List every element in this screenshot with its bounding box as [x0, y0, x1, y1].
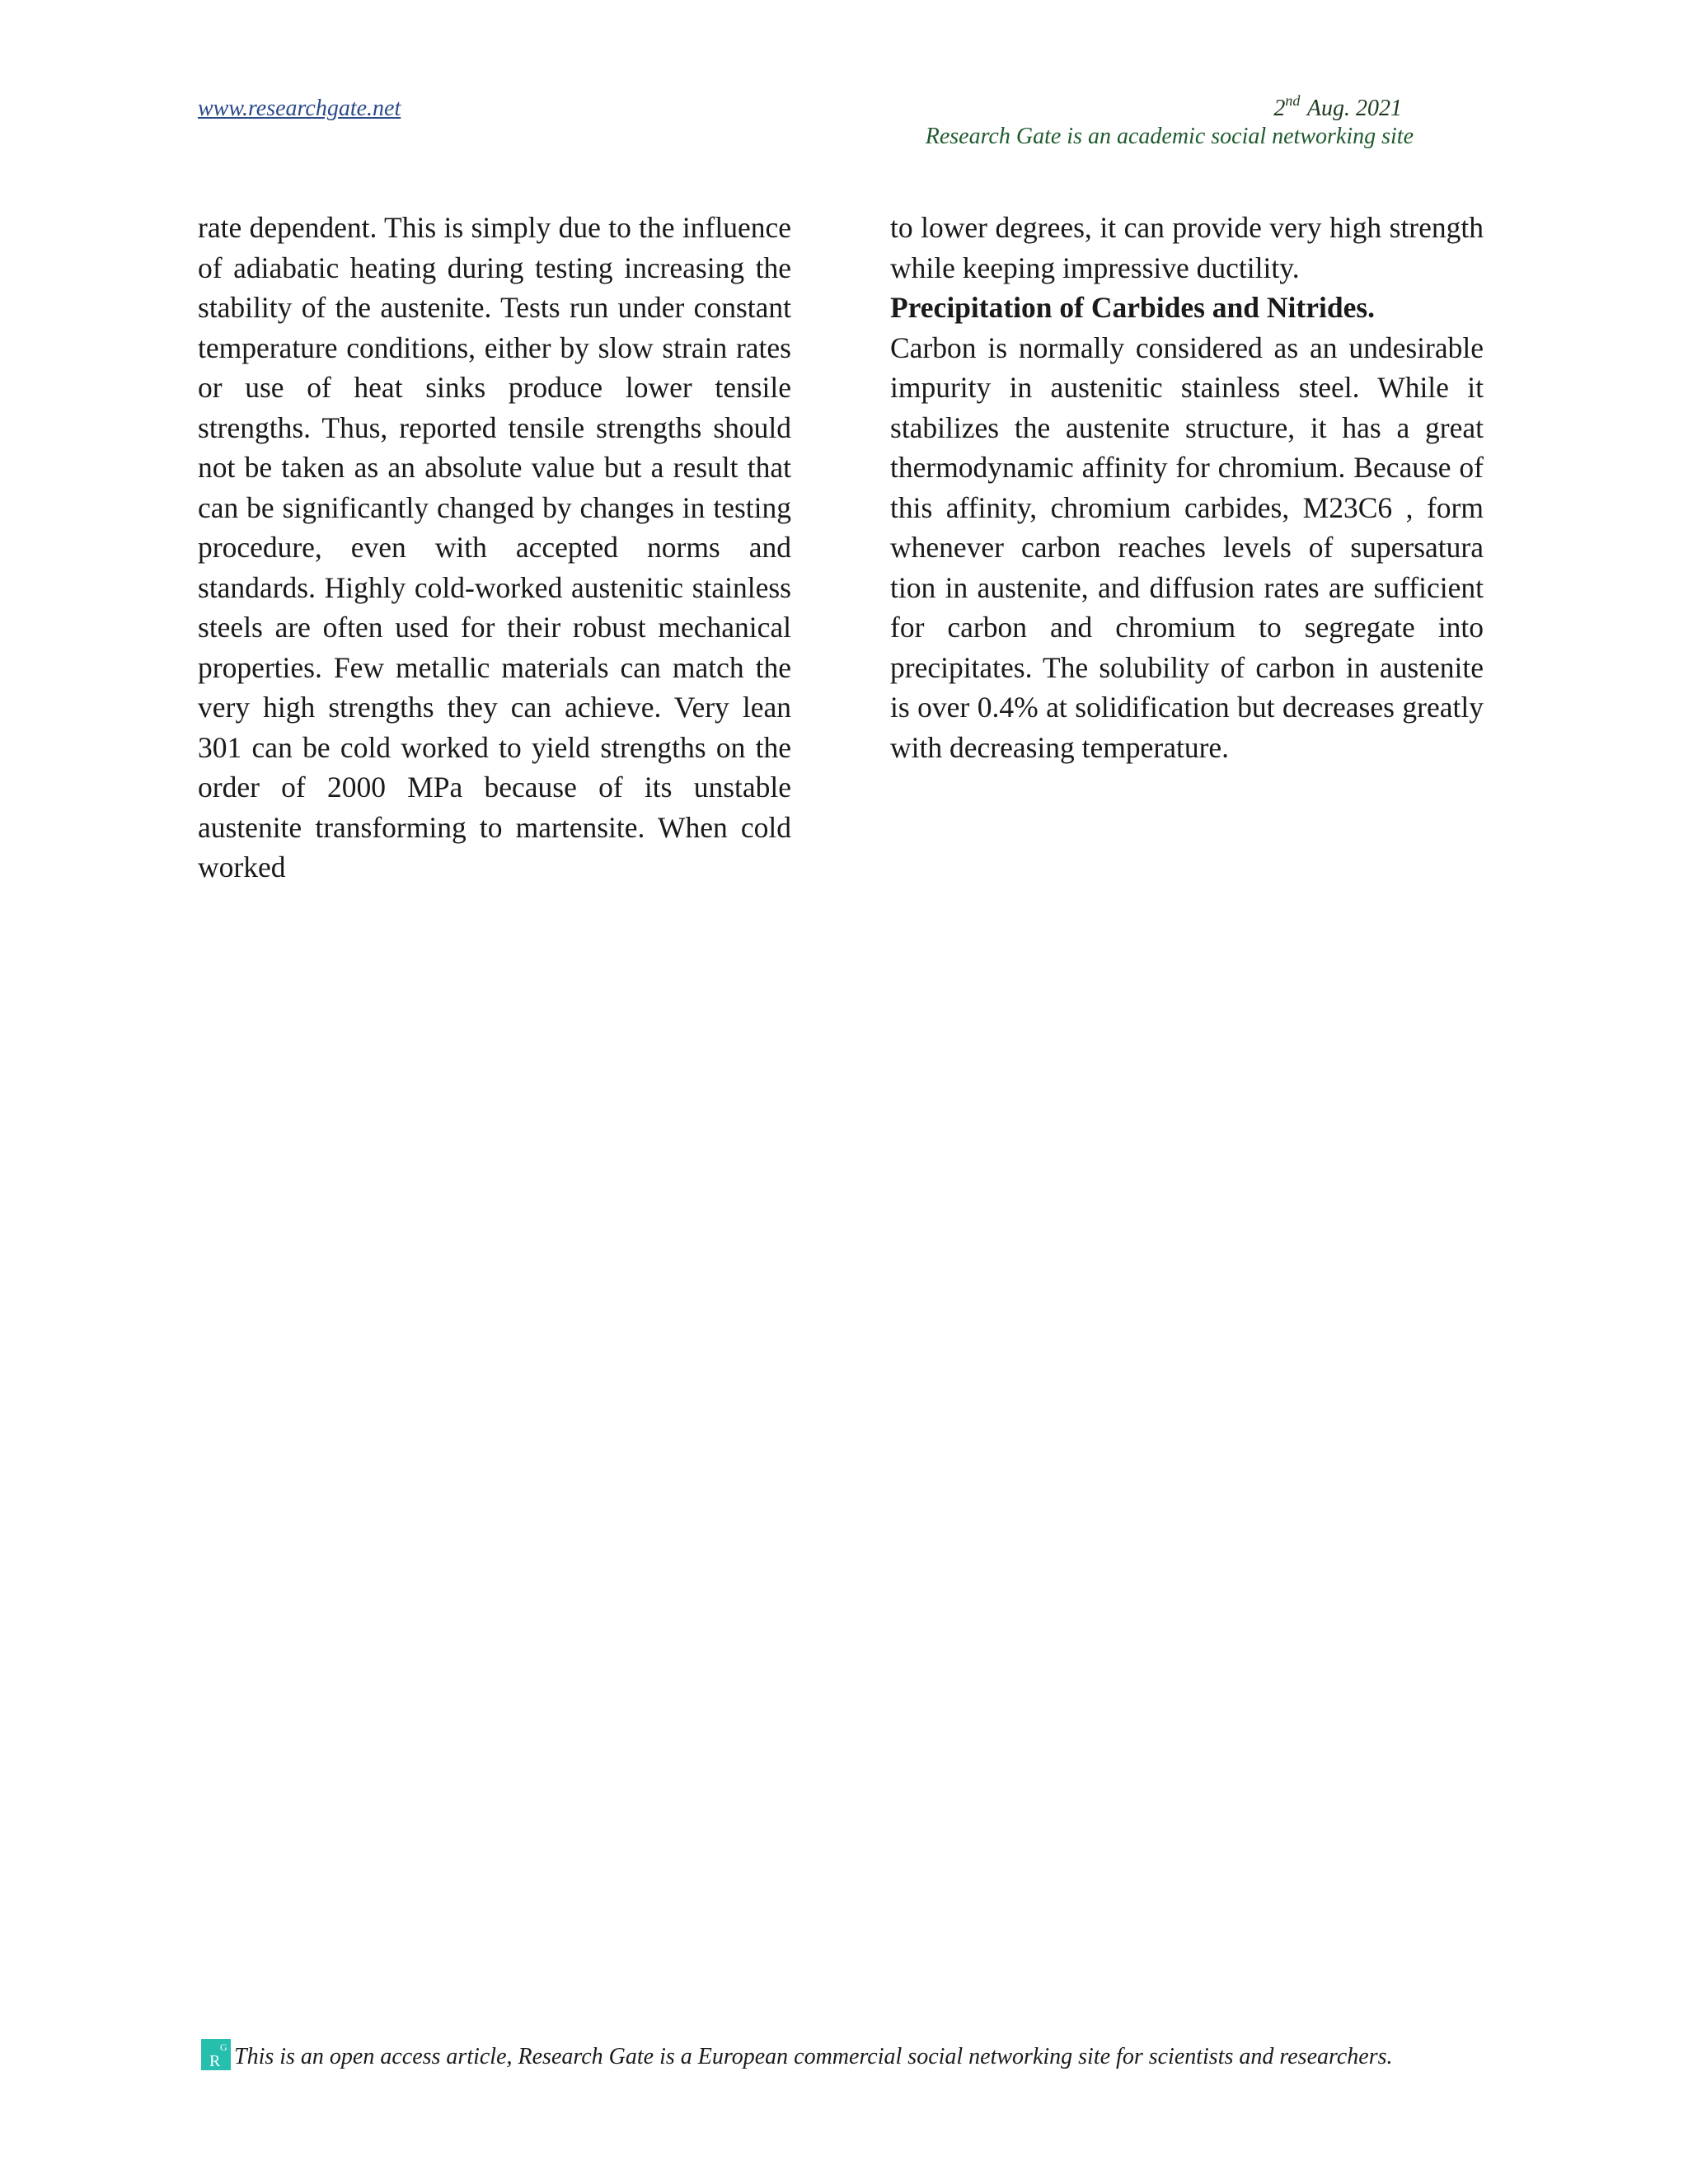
left-column: [198, 208, 791, 888]
right-column-body: Carbon is normally considered as an undesirable impurity in austenitic stainless steel. While it stabilizes the austenite structure, it has a great thermodynamic affinity for chromium. Because of this affinity, chromium carbides, M23C6 , form whenever carbon reaches levels of supersatura tion in austenite, and diffusion rates are sufficient for carbon and chromium to segregate into precipitates. The solubility of carbon in austenite is over 0.4% at solidification but decreases greatly with decreasing temperature.: [890, 330, 1484, 764]
date-rest: Aug. 2021: [1301, 96, 1402, 121]
right-column-intro: to lower degrees, it can provide very high strength while keeping impressive ductility.: [890, 211, 1484, 284]
right-column: [890, 208, 1484, 767]
section-heading: Precipitation of Carbides and Nitrides.: [890, 291, 1376, 324]
left-column-paragraph: rate dependent. This is simply due to the influence of adiabatic heating during testing increasing the stability of the austenite. Tests run under constant temperature conditions, either by slow strain rates or use of heat sinks produce lower tensile strengths. Thus, reported tensile strengths should not be taken as an absolute value but a result that can be significantly changed by changes in testing procedure, even with accepted norms and standards. Highly cold-worked austenitic stainless steels are often used for their robust mechanical properties. Few metallic materials can match the very high strengths they can achieve. Very lean 301 can be cold worked to yield strengths on the order of 2000 MPa because of its unstable austenite transforming to martensite. When cold worked: [198, 211, 791, 883]
logo-super: G: [220, 2041, 227, 2053]
researchgate-link[interactable]: www.researchgate.net: [198, 96, 401, 121]
header-tagline: Research Gate is an academic social networking site: [925, 124, 1414, 149]
footer-text: This is an open access article, Research Gate is a European commercial social networking site for scientists and researchers.: [234, 2044, 1393, 2069]
date-day: 2: [1273, 96, 1286, 121]
header-date: [1273, 92, 1402, 122]
date-suffix: nd: [1285, 92, 1301, 109]
footer: [201, 2037, 1393, 2070]
logo-letter: R: [209, 2052, 221, 2070]
researchgate-logo-icon: [201, 2039, 231, 2070]
